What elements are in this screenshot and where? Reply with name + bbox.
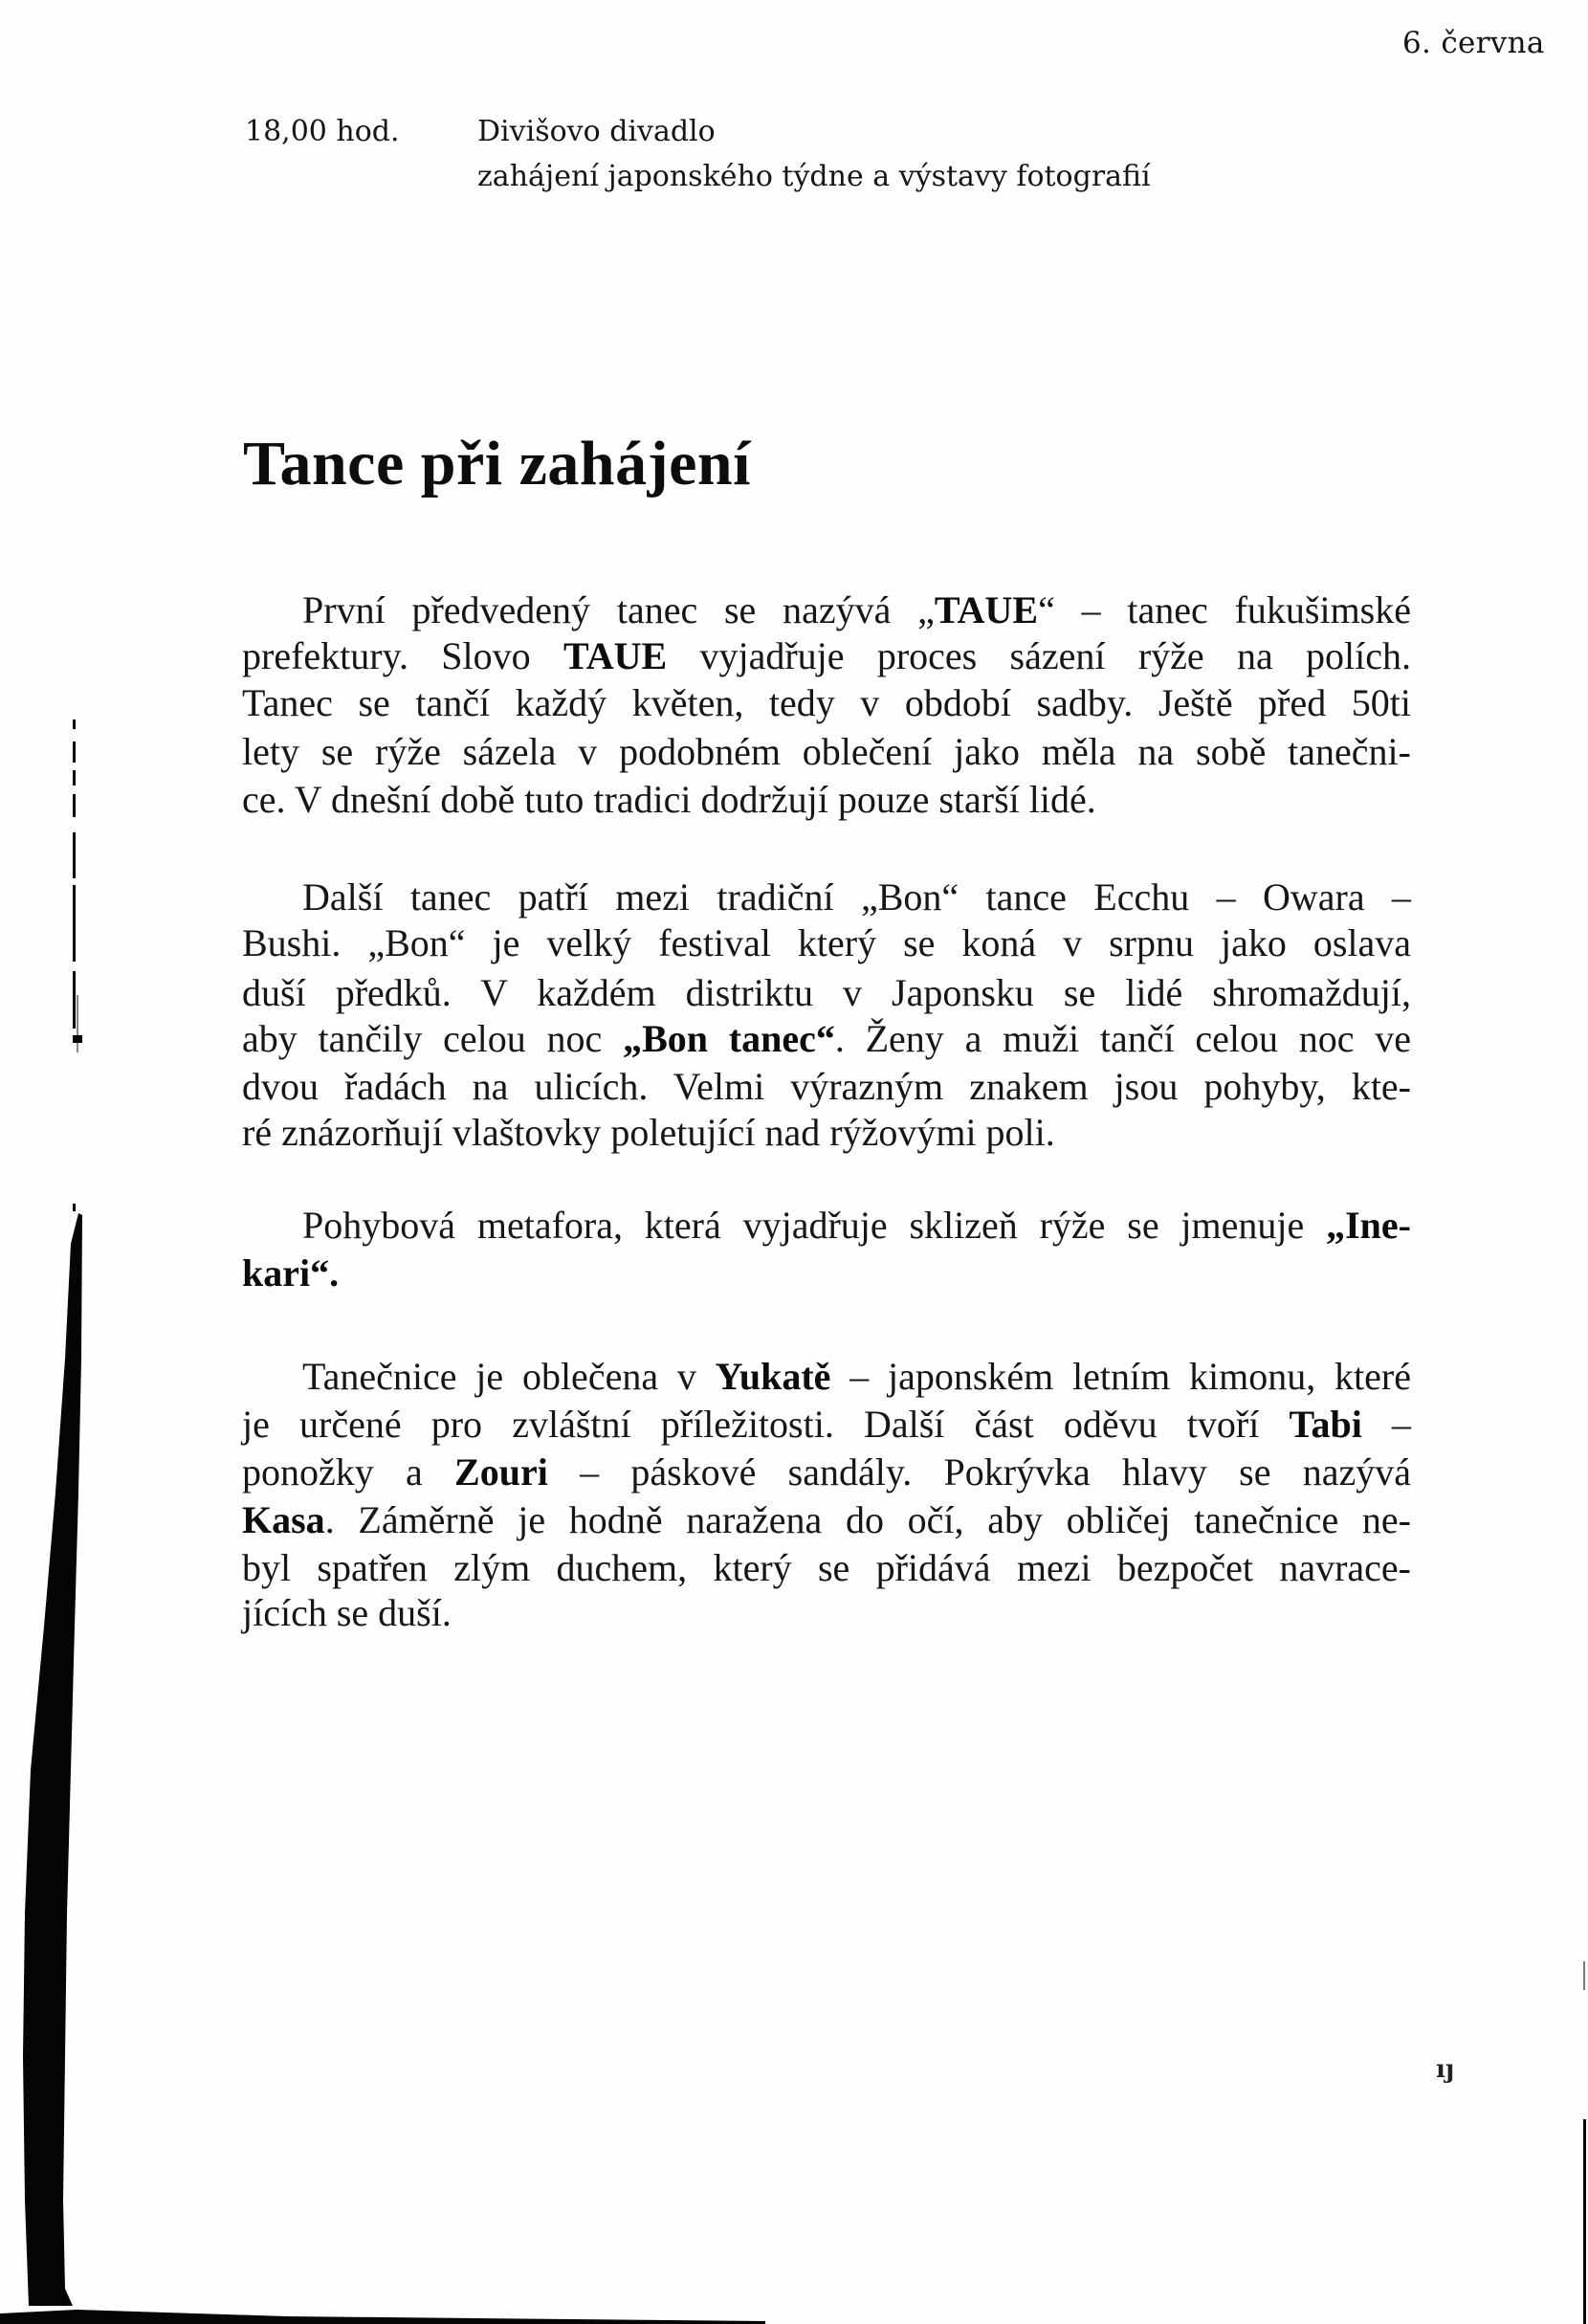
text-run: dvou řadách na ulicích. Velmi výrazným znakem jsou pohyby, kte- <box>242 1065 1411 1108</box>
text-run: Další tanec patří mezi tradiční „Bon“ tance Ecchu – Owara – <box>302 875 1411 919</box>
text-run: lety se rýže sázela v podobném oblečení jako měla na sobě tanečni- <box>242 730 1411 773</box>
text-run: – <box>1361 1403 1412 1446</box>
scan-bottom-edge <box>0 2310 765 2324</box>
text-line <box>302 1355 1411 1398</box>
text-run: je určené pro zvláštní příležitosti. Další část oděvu tvoří <box>242 1403 1290 1446</box>
bold-term: „Ine- <box>1326 1204 1411 1247</box>
event-time: 18,00 hod. <box>245 115 400 148</box>
text-run: Pohybová metafora, která vyjadřuje sklizeň rýže se jmenuje <box>302 1204 1327 1247</box>
text-line <box>242 1591 1411 1634</box>
text-line <box>302 588 1411 631</box>
text-run: Tanečnice je oblečena v <box>302 1355 716 1398</box>
text-line <box>242 778 1411 821</box>
event-description: zahájení japonského týdne a výstavy fotografií <box>477 160 1151 193</box>
text-run: . Záměrně je hodně naražena do očí, aby obličej tanečnice ne- <box>324 1498 1411 1541</box>
text-run: – páskové sandály. Pokrývka hlavy se nazývá <box>547 1450 1411 1494</box>
scan-dash <box>73 719 76 729</box>
stray-mark: ıȷ <box>1436 2055 1455 2084</box>
text-run: – japonském letním kimonu, které <box>830 1355 1411 1398</box>
bold-term: „Bon tanec“ <box>623 1017 835 1060</box>
text-line <box>242 921 1411 964</box>
scan-dash <box>73 885 76 962</box>
text-line <box>242 1546 1411 1589</box>
scan-band <box>23 1213 82 2306</box>
text-line <box>242 1111 1411 1154</box>
text-line <box>242 1017 1412 1060</box>
scan-dash <box>73 1204 76 1211</box>
bold-term: Yukatě <box>715 1355 831 1398</box>
scan-right-edge <box>1583 2119 1586 2324</box>
text-run: První předvedený tanec se nazývá „ <box>302 588 935 631</box>
bold-term: Zouri <box>454 1450 548 1494</box>
bold-term: TAUE <box>934 588 1039 631</box>
text-run: Tanec se tančí každý květen, tedy v období sadby. Ještě před 50ti <box>242 681 1411 724</box>
bold-term: kari“. <box>242 1251 340 1295</box>
scan-right-edge <box>1583 1961 1585 1990</box>
text-run: ré znázorňují vlaštovky poletující nad rýžovými poli. <box>242 1111 1055 1154</box>
scan-dash <box>73 770 76 786</box>
text-run: prefektury. Slovo <box>242 634 563 677</box>
text-line <box>242 1405 1411 1444</box>
scan-dash <box>77 995 78 1052</box>
scan-dash <box>73 971 76 1029</box>
text-line <box>302 1206 1411 1245</box>
article-title: Tance při zahájení <box>243 429 751 498</box>
text-run: duší předků. V každém distriktu v Japonsku se lidé shromaždují, <box>242 971 1411 1014</box>
date-label: 6. června <box>1402 26 1545 60</box>
text-line <box>242 1251 1411 1295</box>
text-line <box>242 730 1411 773</box>
event-place: Divišovo divadlo <box>477 115 716 148</box>
text-line <box>242 1450 1411 1494</box>
text-run: ponožky a <box>242 1450 455 1494</box>
text-run: Bushi. „Bon“ je velký festival který se koná v srpnu jako oslava <box>242 921 1411 964</box>
text-run: ce. V dnešní době tuto tradici dodržují pouze starší lidé. <box>242 778 1096 821</box>
text-run: aby tančily celou noc <box>242 1017 624 1060</box>
scan-dash <box>73 832 76 878</box>
scan-dash <box>73 794 76 817</box>
text-line <box>242 634 1412 677</box>
scan-dash <box>73 741 76 763</box>
text-line <box>242 1498 1411 1541</box>
text-line <box>302 875 1411 919</box>
bold-term: Tabi <box>1289 1403 1362 1446</box>
text-run: . Ženy a muži tančí celou noc ve <box>834 1017 1412 1060</box>
bold-term: Kasa <box>242 1498 325 1541</box>
text-run: vyjadřuje proces sázení rýže na polích. <box>667 634 1412 677</box>
text-run: “ – tanec fukušimské <box>1038 588 1411 631</box>
text-line <box>242 1065 1411 1108</box>
text-run: byl spatřen zlým duchem, který se přidává mezi bezpočet navrace- <box>242 1546 1411 1589</box>
bold-term: TAUE <box>562 634 668 677</box>
text-line <box>242 681 1411 724</box>
scan-dash <box>73 1035 82 1043</box>
text-line <box>242 971 1411 1014</box>
text-run: jících se duší. <box>242 1591 452 1634</box>
